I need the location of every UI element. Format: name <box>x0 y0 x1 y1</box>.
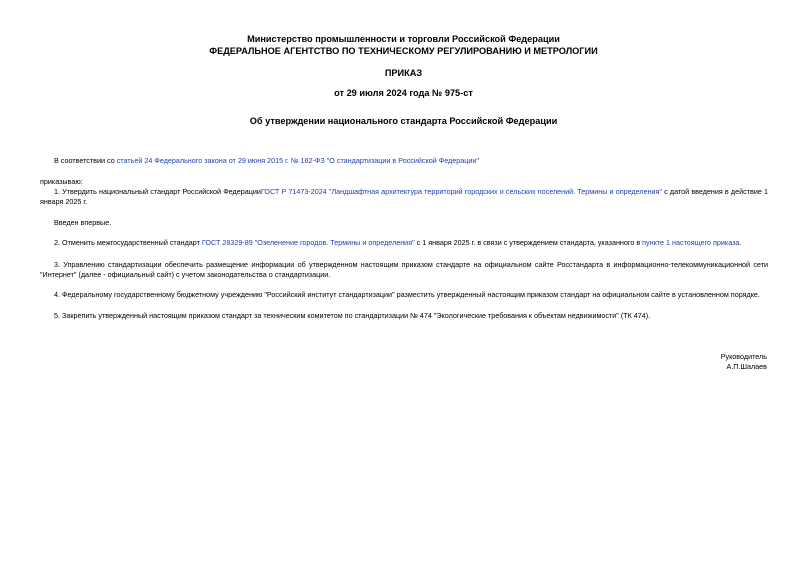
item-5-paragraph: 5. Закрепить утвержденный настоящим приказом стандарт за техническим комитетом по стандартизации № 474 "Экологические требования к объектам недвижимости" (ТК 474). <box>54 311 651 320</box>
agency-heading: ФЕДЕРАЛЬНОЕ АГЕНТСТВО ПО ТЕХНИЧЕСКОМУ РЕГУЛИРОВАНИЮ И МЕТРОЛОГИИ <box>209 46 598 56</box>
gost-r-71473-link[interactable]: ГОСТ Р 71473-2024 "Ландшафтная архитектура территорий городских и сельских поселений. Термины и определения" <box>260 187 662 196</box>
intro-paragraph <box>40 156 768 166</box>
intro-prefix: В соответствии со <box>54 156 117 165</box>
item-1-paragraph <box>40 187 768 207</box>
item-2-mid: с 1 января 2025 г. в связи с утверждением стандарта, указанного в <box>414 238 643 247</box>
document-type: ПРИКАЗ <box>384 68 423 78</box>
ministry-heading: Министерство промышленности и торговли Российской Федерации <box>247 34 560 44</box>
item-2-paragraph <box>40 238 768 248</box>
document-date-number: от 29 июля 2024 года № 975-ст <box>334 88 473 98</box>
law-article-link[interactable]: статьей 24 Федерального закона от 29 июня 2015 г. № 162-ФЗ "О стандартизации в Российской Федерации" <box>116 156 479 165</box>
document-subject: Об утверждении национального стандарта Российской Федерации <box>249 116 558 126</box>
gost-28329-link[interactable]: ГОСТ 28329-89 "Озеленение городов. Термины и определения" <box>201 238 415 247</box>
introduced-note: Введен впервые. <box>54 218 112 227</box>
item-2-end: . <box>739 238 742 247</box>
item-2-prefix: 2. Отменить межгосударственный стандарт <box>54 238 202 247</box>
item-3-paragraph: 3. Управлению стандартизации обеспечить размещение информации об утвержденном настоящим приказом стандарте на официальном сайте Росстандарта в информационно-телекоммуникационной сети "Интернет" (далее - официальный сайт) с учетом законодательства о стандартизации. <box>40 260 768 279</box>
signature-title: Руководитель <box>720 352 767 361</box>
item-4-paragraph: 4. Федеральному государственному бюджетному учреждению "Российский институт стандартизации" разместить утвержденный настоящим приказом стандарт на официальном сайте в установленном порядке. <box>54 290 760 299</box>
order-point-1-link[interactable]: пункте 1 настоящего приказа <box>642 238 740 247</box>
order-word: приказываю: <box>40 177 83 186</box>
item-1-prefix: 1. Утвердить национальный стандарт Российской Федерации <box>54 187 261 196</box>
signature-name: А.П.Шалаев <box>726 362 767 371</box>
item-1-suffix: с датой введения в действие 1 января 2025 г. <box>40 187 768 206</box>
